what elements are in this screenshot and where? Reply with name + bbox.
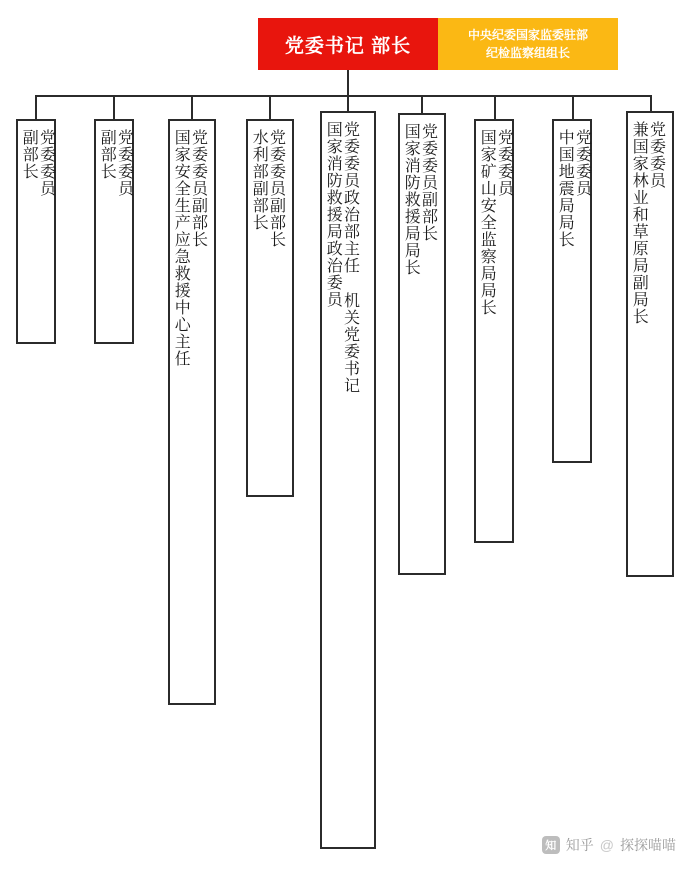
node-title: 党委委员政治部主任 机关党委书记 (341, 121, 359, 394)
watermark-user: 探探喵喵 (620, 837, 676, 853)
org-node[interactable] (552, 119, 592, 463)
drop-line-7 (494, 95, 496, 119)
org-node[interactable] (626, 111, 674, 577)
node-title: 党委委员副部长 (189, 129, 207, 248)
discipline-group-node[interactable] (438, 18, 618, 70)
node-title: 党委委员 (495, 129, 513, 197)
discipline-line-1: 中央纪委国家监委驻部 (467, 28, 588, 42)
horizontal-bus-line (35, 95, 650, 97)
org-node[interactable] (168, 119, 216, 705)
drop-line-6 (421, 95, 423, 113)
drop-line-8 (572, 95, 574, 119)
drop-line-4 (269, 95, 271, 119)
drop-line-2 (113, 95, 115, 119)
discipline-line-2: 纪检监察组组长 (485, 46, 570, 60)
zhihu-logo-icon: 知 (542, 836, 560, 854)
node-post: 副部长 (20, 129, 38, 180)
node-title: 党委委员副部长 (419, 123, 437, 242)
watermark-brand: 知乎 (565, 837, 594, 853)
node-post: 国家矿山安全监察局局长 (478, 129, 496, 316)
watermark-separator: @ (599, 837, 614, 853)
node-post: 国家安全生产应急救援中心主任 (172, 129, 190, 367)
node-title: 党委委员 (37, 129, 55, 197)
top-row (258, 18, 618, 70)
org-node[interactable] (16, 119, 56, 344)
watermark (542, 835, 676, 855)
org-node[interactable] (320, 111, 376, 849)
org-node[interactable] (474, 119, 514, 543)
node-post: 国家消防救援局政治委员 (324, 121, 342, 308)
drop-line-9 (650, 95, 652, 111)
drop-line-5 (347, 95, 349, 111)
node-title: 党委委员副部长 (267, 129, 285, 248)
node-post: 兼国家林业和草原局副局长 (630, 121, 648, 325)
node-post: 中国地震局局长 (556, 129, 574, 248)
drop-line-1 (35, 95, 37, 119)
drop-line-3 (191, 95, 193, 119)
root-stem-line (347, 70, 349, 96)
org-node[interactable] (398, 113, 446, 575)
node-title: 党委委员 (647, 121, 665, 189)
root-node[interactable]: 党委书记 部长 (258, 18, 438, 70)
node-post: 国家消防救援局局长 (402, 123, 420, 276)
node-title: 党委委员 (573, 129, 591, 197)
node-post: 副部长 (98, 129, 116, 180)
node-title: 党委委员 (115, 129, 133, 197)
org-node[interactable] (94, 119, 134, 344)
org-node[interactable] (246, 119, 294, 497)
node-post: 水利部副部长 (250, 129, 268, 231)
